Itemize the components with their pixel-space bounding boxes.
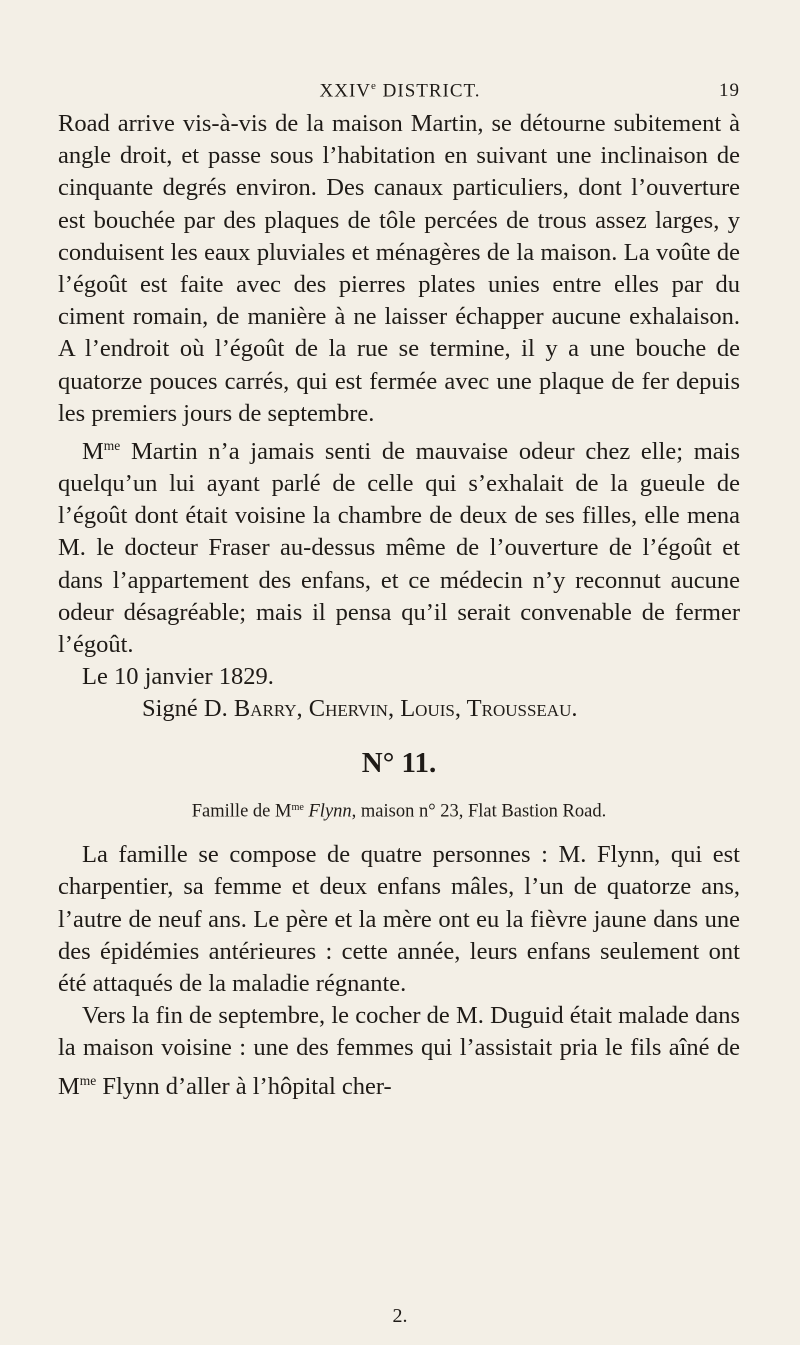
- paragraph-1: Road arrive vis-à-vis de la maison Martin, se détourne subitement à angle droit, et passe sous l’habitation en suivant une inclinaison de cinquante degrés environ. Des canaux particuliers, dont l’ouverture est bouchée par des plaques de tôle percées de trous assez larges, y conduisent les eaux pluviales et ménagères de la maison. La voûte de l’égoût est faite avec des pierres plates unies entre elles par du ciment romain, de manière à ne laisser échapper aucune exhalaison. A l’endroit où l’égoût de la rue se termine, il y a une bouche de quatorze pouces carrés, qui est fermée avec une plaque de fer depuis les premiers jours de septembre.: [58, 110, 740, 427]
- running-head: [60, 80, 740, 102]
- signed-names: Barry, Chervin, Louis, Trousseau.: [233, 695, 578, 723]
- p2-rest: Martin n’a jamais senti de mauvaise odeur chez elle; mais quelqu’un lui ayant parlé de celle qui s’exhalait de la gueule de l’égoût dont était voisine la chambre de deux de ses filles, elle mena M. le docteur Fraser au-dessus même de l’ouverture de l’égoût et dans l’appartement des enfans, et ce médecin n’y reconnut aucune odeur désagréable; mais il pensa qu’il serait convenable de fermer l’égoût.: [58, 437, 740, 658]
- family-heading: [58, 794, 740, 826]
- p4-sup: me: [79, 1072, 97, 1088]
- family-sup: me: [291, 801, 304, 813]
- body-text: [58, 108, 740, 1103]
- family-prefix: Famille de M: [191, 801, 292, 822]
- paragraph-2: [58, 430, 740, 661]
- date-line: Le 10 janvier 1829.: [82, 663, 274, 691]
- paragraph-4: [58, 1000, 740, 1102]
- p2-sup: me: [103, 438, 121, 454]
- signatories: [58, 693, 740, 725]
- family-name: Flynn: [303, 801, 352, 822]
- p4-a: Vers la fin de septembre, le cocher de M. Duguid était malade dans la maison voisine : une des femmes qui l’assistait pria le fils aîné de M: [58, 1002, 740, 1100]
- signed-prefix: Signé D.: [142, 695, 234, 723]
- page-header: [60, 78, 740, 108]
- p2-m: M: [82, 437, 104, 465]
- signature-mark: 2.: [392, 1305, 408, 1327]
- running-head-roman: XXIV: [319, 80, 371, 102]
- running-head-rest: DISTRICT.: [376, 80, 481, 102]
- running-head-sup: e: [371, 80, 377, 92]
- page-number: 19: [719, 80, 740, 101]
- section-title: N° 11.: [361, 746, 437, 779]
- p4-b: Flynn d’aller à l’hôpital cher-: [96, 1072, 392, 1100]
- family-rest: , maison n° 23, Flat Bastion Road.: [351, 801, 607, 822]
- paragraph-3: La famille se compose de quatre personnes : M. Flynn, qui est charpentier, sa femme et deux enfans mâles, l’un de quatorze ans, l’autre de neuf ans. Le père et la mère ont eu la fièvre jaune dans une des épidémies antérieures : cette année, leurs enfans seulement ont été attaqués de la maladie régnante.: [58, 841, 740, 998]
